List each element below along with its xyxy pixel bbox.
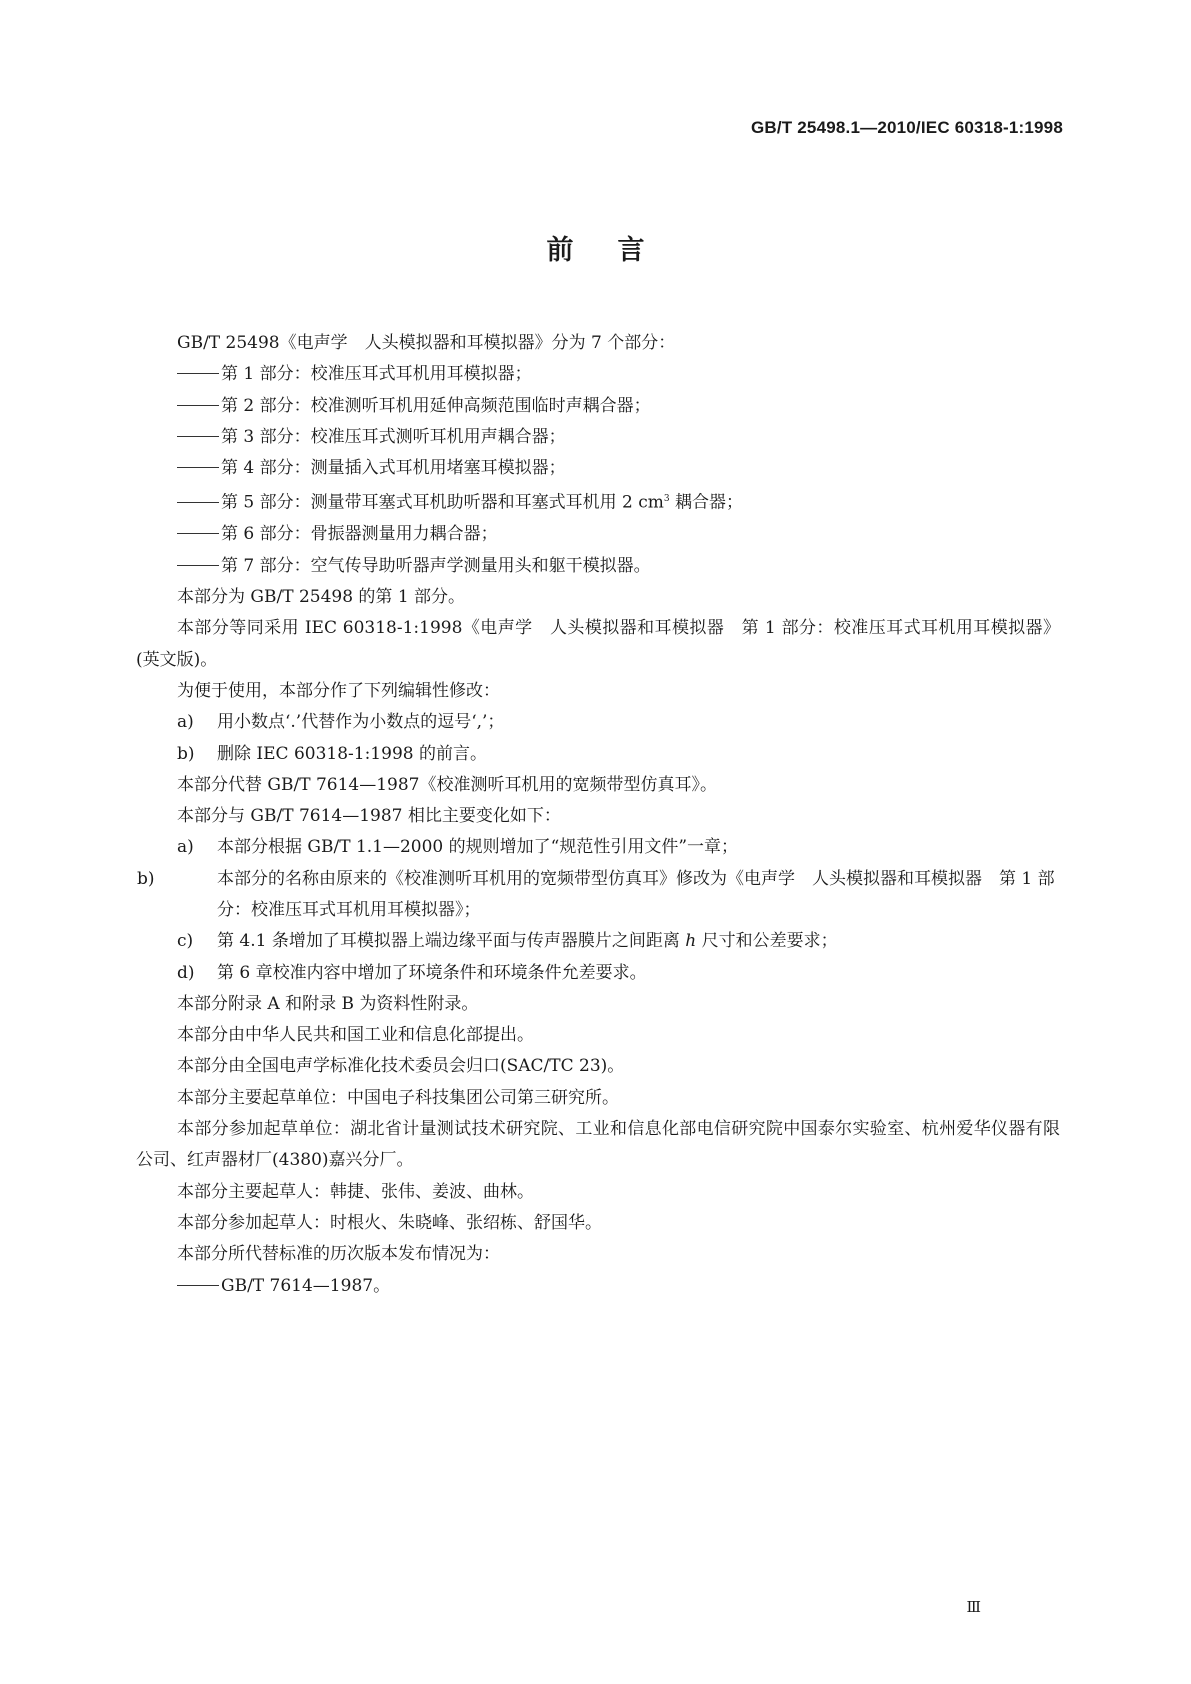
dash-mark <box>177 436 219 437</box>
dash-mark <box>177 373 219 374</box>
part-list-item: 第 6 部分：骨振器测量用力耦合器； <box>136 519 1060 550</box>
part-list-item: 第 7 部分：空气传导助听器声学测量用头和躯干模拟器。 <box>136 551 1060 582</box>
part-list-item: 第 5 部分：测量带耳塞式耳机助听器和耳塞式耳机用 2 $cm^3$ 耦合器； <box>136 484 1060 519</box>
annex-paragraph: 本部分附录 A 和附录 B 为资料性附录。 <box>177 993 479 1014</box>
edits-intro-paragraph: 为便于使用，本部分作了下列编辑性修改： <box>177 680 500 701</box>
variable-h: h <box>685 931 697 952</box>
page-title: 前言 <box>546 235 689 266</box>
proposed-paragraph: 本部分由中华人民共和国工业和信息化部提出。 <box>177 1025 534 1046</box>
intro-paragraph: GB/T 25498《电声学 人头模拟器和耳模拟器》分为 7 个部分： <box>177 333 676 353</box>
dash-mark <box>177 405 219 406</box>
dash-mark <box>177 533 219 534</box>
dash-mark <box>177 565 219 566</box>
dash-mark <box>177 467 219 468</box>
dash-mark <box>177 502 219 503</box>
history-intro-paragraph: 本部分所代替标准的历次版本发布情况为： <box>177 1244 500 1265</box>
foreword-body <box>136 328 1060 1302</box>
replace-paragraph: 本部分代替 GB/T 7614—1987《校准测听耳机用的宽频带型仿真耳》。 <box>177 774 717 795</box>
part-list-item: 第 3 部分：校准压耳式测听耳机用声耦合器； <box>136 422 1060 453</box>
standard-code-header: GB/T 25498.1—2010/IEC 60318-1:1998 <box>750 118 1063 137</box>
change-item: a) 本部分根据 GB/T 1.1—2000 的规则增加了“规范性引用文件”一章； <box>177 837 739 858</box>
change-item: c) 第 4.1 条增加了耳模拟器上端边缘平面与传声器膜片之间距离 h 尺寸和公差要求； <box>177 931 838 952</box>
adoption-paragraph: 本部分等同采用 IEC 60318-1:1998《电声学 人头模拟器和耳模拟器 第 1 部分：校准压耳式耳机用耳模拟器》(英文版)。 <box>136 618 1060 670</box>
centralized-paragraph: 本部分由全国电声学标准化技术委员会归口(SAC/TC 23)。 <box>177 1056 625 1077</box>
superscript: 3 <box>663 494 670 505</box>
page-number: Ⅲ <box>966 1598 981 1616</box>
participating-drafters-paragraph: 本部分参加起草人：时根火、朱晓峰、张绍栋、舒国华。 <box>177 1212 602 1233</box>
changes-intro-paragraph: 本部分与 GB/T 7614—1987 相比主要变化如下： <box>177 806 561 827</box>
edit-item: a) 用小数点‘.’代替作为小数点的逗号‘,’； <box>177 712 505 733</box>
part-of-paragraph: 本部分为 GB/T 25498 的第 1 部分。 <box>177 587 466 608</box>
history-item: GB/T 7614—1987。 <box>136 1271 1060 1302</box>
part-list-item: 第 2 部分：校准测听耳机用延伸高频范围临时声耦合器； <box>136 391 1060 422</box>
part-list-item: 第 1 部分：校准压耳式耳机用耳模拟器； <box>136 359 1060 390</box>
change-item: d) 第 6 章校准内容中增加了环境条件和环境条件允差要求。 <box>177 962 647 983</box>
main-drafters-paragraph: 本部分主要起草人：韩捷、张伟、姜波、曲林。 <box>177 1181 534 1202</box>
change-item: b) 本部分的名称由原来的《校准测听耳机用的宽频带型仿真耳》修改为《电声学 人头模拟器和耳模拟器 第 1 部分：校准压耳式耳机用耳模拟器》； <box>137 868 1055 920</box>
main-drafting-unit-paragraph: 本部分主要起草单位：中国电子科技集团公司第三研究所。 <box>177 1087 619 1108</box>
participating-units-paragraph: 本部分参加起草单位：湖北省计量测试技术研究院、工业和信息化部电信研究院中国泰尔实验室、杭州爱华仪器有限公司、红声器材厂(4380)嘉兴分厂。 <box>136 1119 1060 1171</box>
part-list-item: 第 4 部分：测量插入式耳机用堵塞耳模拟器； <box>136 453 1060 484</box>
edit-item: b) 删除 IEC 60318-1:1998 的前言。 <box>177 743 487 764</box>
dash-mark <box>177 1285 219 1286</box>
